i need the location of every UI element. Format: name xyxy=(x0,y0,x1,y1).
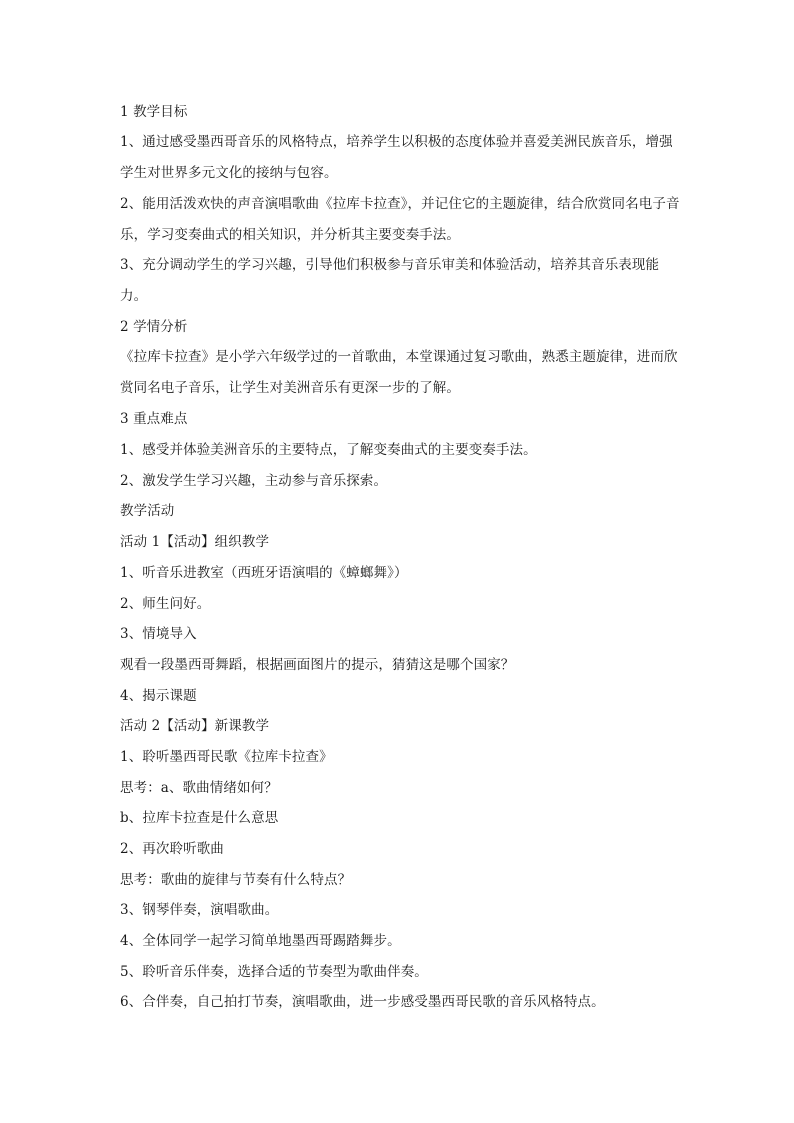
activity-1-heading: 活动 1【活动】组织教学 xyxy=(120,534,270,551)
activity-1-step-3-detail: 观看一段墨西哥舞蹈，根据画面图片的提示，猜猜这是哪个国家？ xyxy=(120,656,515,673)
activity-2-heading: 活动 2【活动】新课教学 xyxy=(120,718,270,735)
activity-1-step-1: 1、听音乐进教室（西班牙语演唱的《蟑螂舞》） xyxy=(120,564,408,581)
activity-2-step-4: 4、全体同学一起学习简单地墨西哥踢踏舞步。 xyxy=(120,933,401,950)
activity-2-step-1: 1、聆听墨西哥民歌《拉库卡拉查》 xyxy=(120,748,333,765)
analysis-paragraph: 《拉库卡拉查》是小学六年级学过的一首歌曲，本堂课通过复习歌曲，熟悉主题旋律，进而欣赏同名电子音乐，让学生对美洲音乐有更深一步的了解。 xyxy=(120,349,678,397)
objective-3: 3、充分调动学生的学习兴趣，引导他们积极参与音乐审美和体验活动，培养其音乐表现能力。 xyxy=(120,257,660,305)
activity-2-step-5: 5、聆听音乐伴奏，选择合适的节奏型为歌曲伴奏。 xyxy=(120,963,428,980)
section-heading-objectives: 1 教学目标 xyxy=(120,104,188,120)
objective-1: 1、通过感受墨西哥音乐的风格特点，培养学生以积极的态度体验并喜爱美洲民族音乐，增强学生对世界多元文化的接纳与包容。 xyxy=(120,134,673,182)
document-body xyxy=(120,102,680,1023)
activity-1-step-4: 4、揭示课题 xyxy=(120,687,197,704)
activity-2-step-3: 3、钢琴伴奏，演唱歌曲。 xyxy=(120,902,279,919)
key-point-1: 1、感受并体验美洲音乐的主要特点，了解变奏曲式的主要变奏手法。 xyxy=(120,442,537,459)
activity-1-step-3: 3、情境导入 xyxy=(120,626,197,643)
objective-2: 2、能用活泼欢快的声音演唱歌曲《拉库卡拉查》，并记住它的主题旋律，结合欣赏同名电子音乐，学习变奏曲式的相关知识，并分析其主要变奏手法。 xyxy=(120,195,680,243)
section-heading-analysis: 2 学情分析 xyxy=(120,319,188,336)
activity-2-question-a: 思考：a、歌曲情绪如何？ xyxy=(120,779,278,796)
activity-2-step-2: 2、再次聆听歌曲 xyxy=(120,841,224,857)
key-point-2: 2、激发学生学习兴趣，主动参与音乐探索。 xyxy=(120,472,388,489)
activity-2-question-b: b、拉库卡拉查是什么意思 xyxy=(120,810,279,827)
section-heading-key-points: 3 重点难点 xyxy=(120,411,188,428)
activity-2-step-6: 6、合伴奏，自己拍打节奏，演唱歌曲，进一步感受墨西哥民歌的音乐风格特点。 xyxy=(120,994,605,1011)
section-heading-activities: 教学活动 xyxy=(120,503,175,520)
activity-1-step-2: 2、师生问好。 xyxy=(120,595,211,612)
activity-2-question-2: 思考：歌曲的旋律与节奏有什么特点？ xyxy=(120,871,352,888)
